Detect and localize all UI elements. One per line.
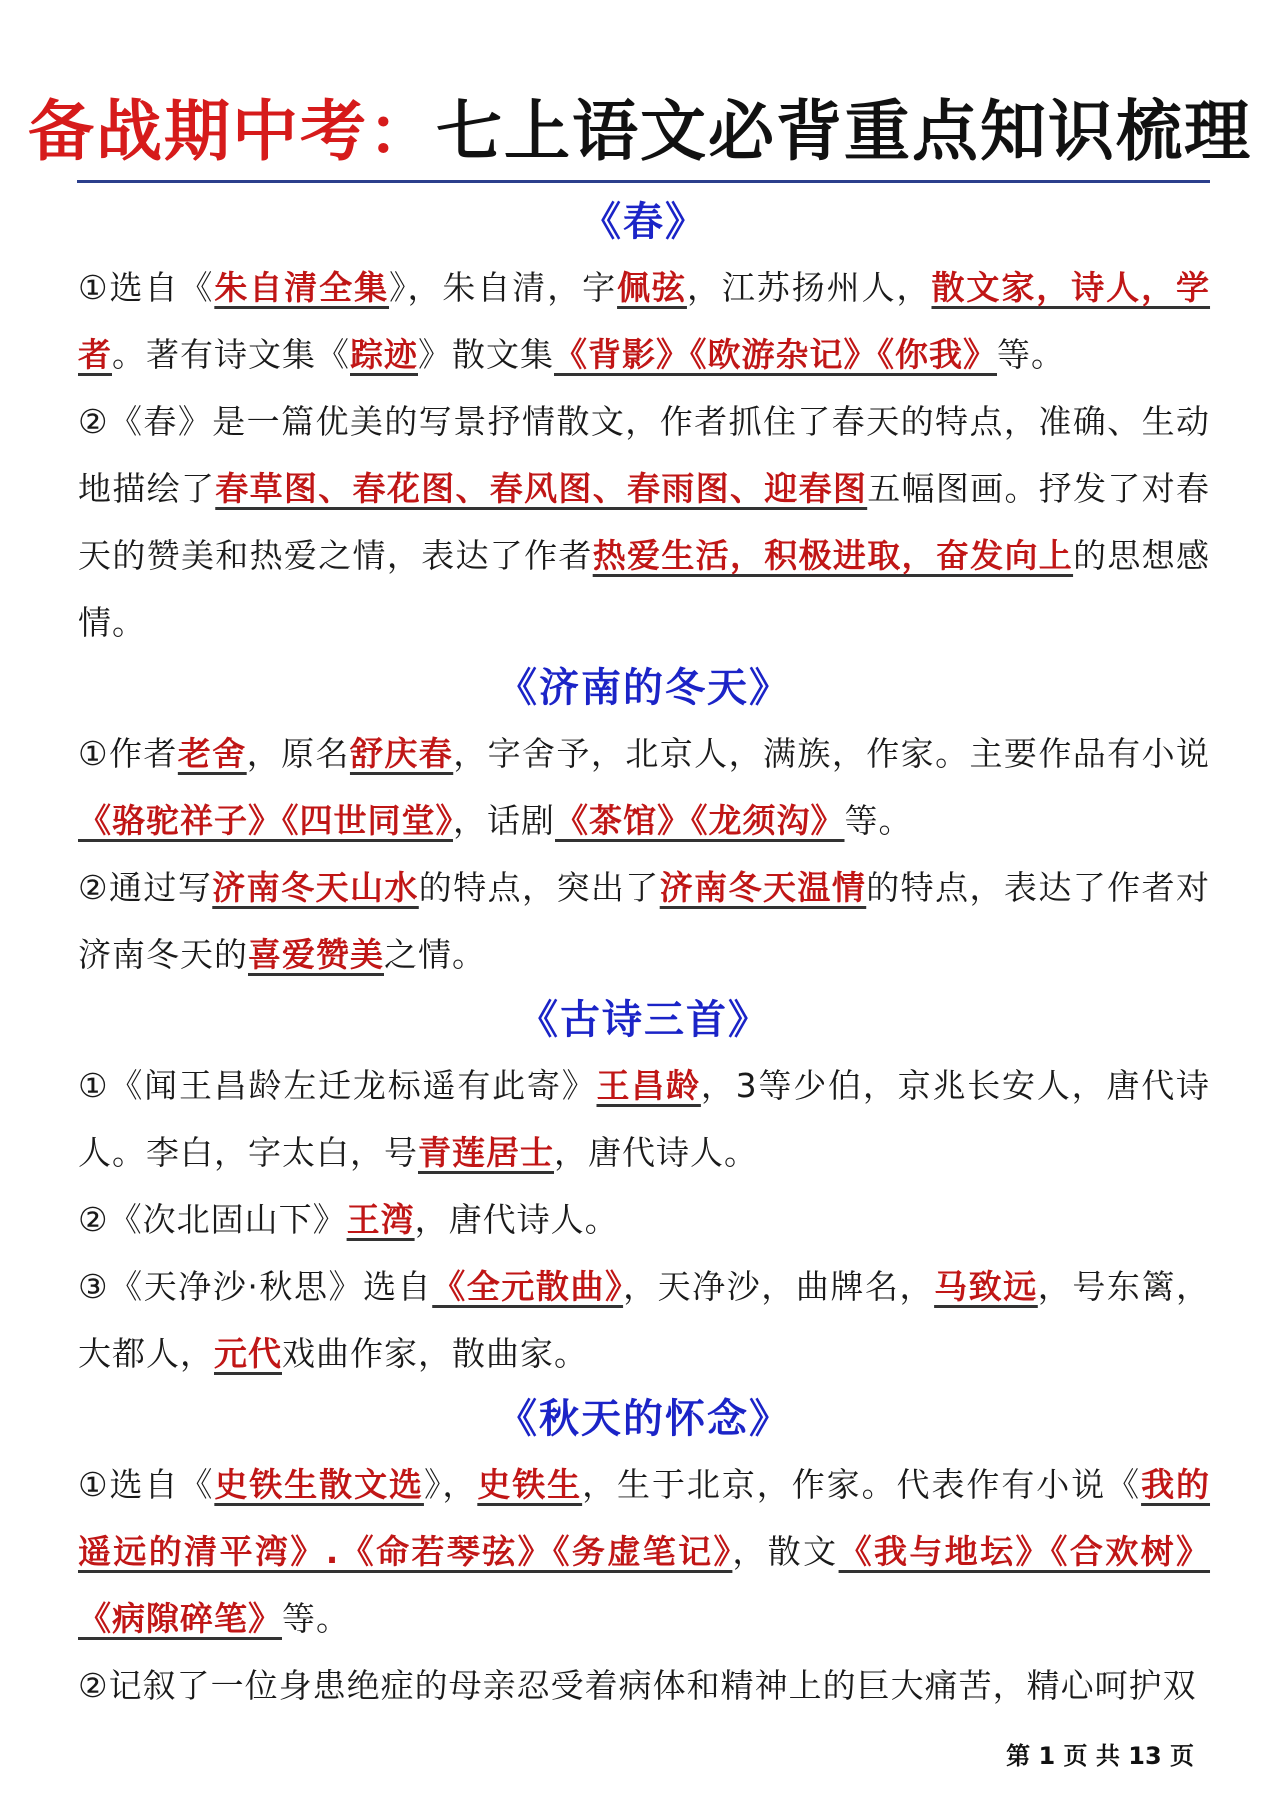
key-term-highlight: 史铁生散文选: [214, 1465, 424, 1504]
key-term-highlight: 踪迹: [350, 335, 418, 374]
title-black-part: 七上语文必背重点知识梳理: [436, 93, 1252, 170]
body-text: 》散文集: [418, 335, 554, 374]
body-text: ②《春》是一篇优美的写景抒情散文，作者抓住了春天的特点，准确、生动地描绘了: [78, 402, 1210, 508]
title-divider: [77, 180, 1210, 183]
section-paragraph: [78, 254, 1210, 388]
key-term-highlight: 我的遥远的清平湾》.《命若琴弦》《务虚笔记》: [78, 1465, 1211, 1571]
section-paragraph: [78, 720, 1210, 854]
section-paragraph: [78, 1186, 1210, 1253]
body-text: ③《天净沙·秋思》选自: [78, 1267, 433, 1306]
body-text: ，唐代诗人。: [414, 1200, 619, 1239]
key-term-highlight: 热爱生活，积极进取，奋发向上: [592, 536, 1074, 575]
section-heading: 《济南的冬天》: [497, 665, 791, 711]
key-term-highlight: 元代: [214, 1334, 282, 1373]
body-text: ①选自《: [78, 268, 215, 307]
key-term-highlight: 喜爱赞美: [248, 935, 384, 974]
section-paragraph: [78, 854, 1210, 988]
key-term-highlight: 舒庆春: [349, 734, 454, 773]
key-term-highlight: 青莲居士: [418, 1133, 554, 1172]
body-text: ②《次北固山下》: [78, 1200, 347, 1239]
body-text: 等。: [282, 1599, 350, 1638]
title-red-part: 备战期中考：: [28, 93, 436, 170]
body-text: 等。: [844, 801, 913, 840]
section-heading: 《古诗三首》: [518, 997, 770, 1043]
body-text: 之情。: [384, 935, 486, 974]
body-text: 的特点，突出了: [418, 868, 660, 907]
section-paragraph: [78, 388, 1210, 656]
body-text: ，散文: [732, 1532, 839, 1571]
key-term-highlight: 春草图、春花图、春风图、春雨图、迎春图: [215, 469, 868, 508]
body-text: ，3等少伯，京兆长安人，唐代诗人。李白，字太白，号: [78, 1066, 1211, 1172]
body-text: 等。: [997, 335, 1065, 374]
page-number: 第 1 页 共 13 页: [1006, 1742, 1194, 1770]
key-term-highlight: 王昌龄: [596, 1066, 701, 1105]
body-text: ，生于北京，作家。代表作有小说《: [582, 1465, 1142, 1504]
body-text: ，江苏扬州人，: [686, 268, 932, 307]
key-term-highlight: 王湾: [346, 1200, 415, 1239]
body-text: 》，朱自清，字: [389, 268, 618, 307]
page-title: [0, 92, 1280, 172]
key-term-highlight: 《我与地坛》《合欢树》《病隙碎笔》: [78, 1532, 1211, 1638]
body-text: 戏曲作家，散曲家。: [282, 1334, 588, 1373]
key-term-highlight: 老舍: [177, 734, 247, 773]
body-text: 》，: [423, 1465, 478, 1504]
body-text: ①选自《: [78, 1465, 215, 1504]
body-text: 的思想感情。: [78, 536, 1210, 642]
key-term-highlight: 马致远: [934, 1267, 1038, 1306]
body-text: ，话剧: [453, 801, 555, 840]
key-term-highlight: 佩弦: [617, 268, 687, 307]
body-text: ②记叙了一位身患绝症的母亲忍受着病体和精神上的巨大痛苦，精心呵护双: [78, 1666, 1197, 1705]
body-text: 。著有诗文集《: [112, 335, 350, 374]
section-heading: 《春》: [581, 199, 707, 245]
body-text: ，号东篱，大都人，: [78, 1267, 1211, 1373]
key-term-highlight: 散文家，诗人，学者: [78, 268, 1211, 374]
key-term-highlight: 济南冬天温情: [659, 868, 867, 907]
key-term-highlight: 济南冬天山水: [212, 868, 419, 907]
body-text: 的特点，表达了作者对济南冬天的: [78, 868, 1211, 974]
body-text: ，天净沙，曲牌名，: [623, 1267, 935, 1306]
section-paragraph: [78, 1652, 1210, 1719]
body-text: ①《闻王昌龄左迁龙标遥有此寄》: [78, 1066, 597, 1105]
key-term-highlight: 《骆驼祥子》《四世同堂》: [78, 801, 453, 840]
section-heading: 《秋天的怀念》: [497, 1396, 791, 1442]
body-text: 五幅图画。抒发了对春天的赞美和热爱之情，表达了作者: [78, 469, 1210, 575]
section-paragraph: [78, 1451, 1210, 1652]
content-body: [78, 190, 1210, 1719]
section-paragraph: [78, 1052, 1210, 1186]
body-text: ①作者: [78, 734, 178, 773]
key-term-highlight: 史铁生: [477, 1465, 583, 1504]
key-term-highlight: 朱自清全集: [214, 268, 390, 307]
key-term-highlight: 《茶馆》《龙须沟》: [555, 801, 845, 840]
body-text: ，唐代诗人。: [554, 1133, 758, 1172]
section-paragraph: [78, 1253, 1210, 1387]
key-term-highlight: 《全元散曲》: [432, 1267, 624, 1306]
body-text: ，字舍予，北京人，满族，作家。主要作品有小说: [453, 734, 1211, 773]
key-term-highlight: 《背影》《欧游杂记》《你我》: [554, 335, 997, 374]
body-text: ②通过写: [78, 868, 213, 907]
body-text: ，原名: [246, 734, 350, 773]
